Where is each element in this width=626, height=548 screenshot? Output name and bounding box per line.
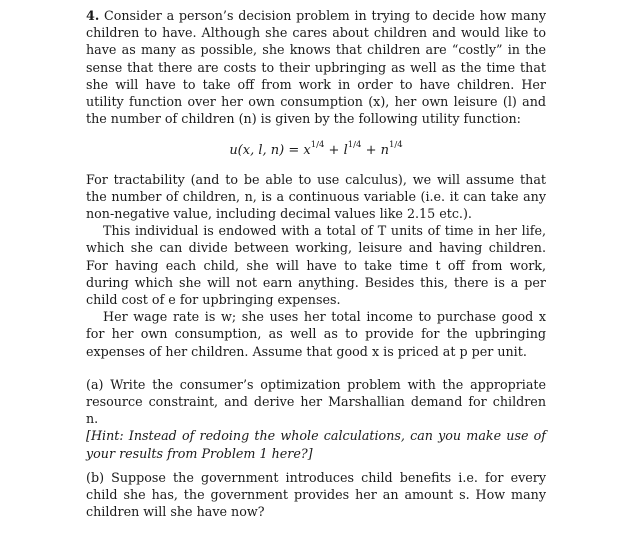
exponent-n: 1/4: [389, 140, 403, 151]
formula-plus-2: +: [361, 143, 381, 159]
exponent-x: 1/4: [310, 140, 325, 151]
paragraph-endowment: This individual is endowed with a total of T units of time in her life, which she can divide between working, leisure and having children. For having each child, she will have to take time t off from work, during which she will not earn anything. Besides this, there is a per child cost of e for upbringing expenses.: [86, 223, 546, 308]
problem-4: [86, 7, 546, 520]
intro-text: Consider a person’s decision problem in trying to decide how many children to have. Although she cares about children and would like to have as many as possible, she knows that children are “costly” in the sense that there are costs to their upbringing as well as the time that she will have to take off from work in order to have children. Her utility function over her own consumption (x), her own leisure (l) and the number of children (n) is given by the following utility function:: [86, 8, 546, 127]
utility-formula: [86, 137, 546, 159]
formula-n: n: [380, 143, 389, 159]
problem-intro: [86, 7, 546, 127]
formula-x: x: [303, 143, 311, 159]
part-a: (a) Write the consumer’s optimization problem with the appropriate resource constraint, and derive her Marshallian demand for children n.: [86, 376, 546, 427]
part-a-hint: [Hint: Instead of redoing the whole calculations, can you make use of your results from Problem 1 here?]: [86, 428, 546, 461]
formula-plus-1: +: [324, 143, 344, 159]
paragraph-wage: Her wage rate is w; she uses her total income to purchase good x for her own consumption, as well as to provide for the upbringing expenses of her children. Assume that good x is priced at p per unit.: [86, 309, 546, 359]
formula-lhs: u(x, l, n) =: [229, 143, 304, 159]
paragraph-tractability: For tractability (and to be able to use calculus), we will assume that the number of children, n, is a continuous variable (i.e. it can take any non-negative value, including decimal values like 2.15 etc.).: [86, 171, 546, 222]
exponent-l: 1/4: [347, 140, 362, 151]
formula-l: l: [343, 143, 348, 159]
problem-number: 4.: [86, 8, 100, 23]
part-b: (b) Suppose the government introduces child benefits i.e. for every child she has, the government provides her an amount s. How many children will she have now?: [86, 469, 546, 520]
